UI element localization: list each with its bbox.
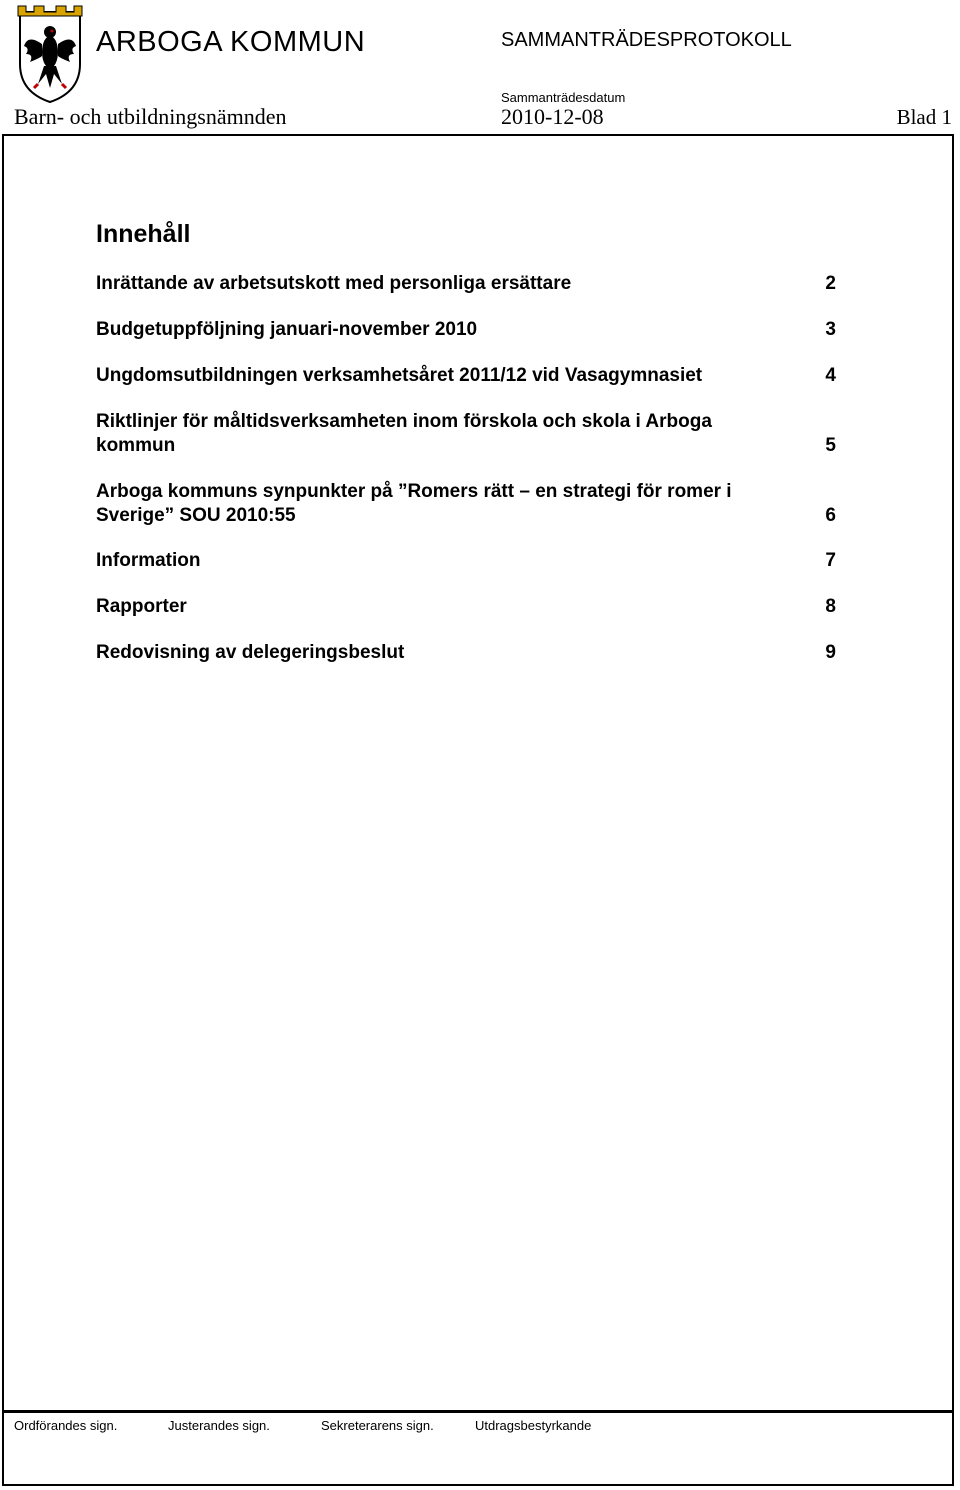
logo-wordmark: ARBOGA KOMMUN <box>96 26 366 58</box>
coat-of-arms-logo <box>14 4 86 104</box>
toc-entry-title: Information <box>96 550 201 571</box>
meeting-date-label: Sammanträdesdatum <box>501 90 626 105</box>
toc-entry-title: Budgetuppföljning januari-november 2010 <box>96 319 478 340</box>
adjuster-signature-field: Justerandes sign. <box>168 1418 270 1433</box>
toc-entry-title: Inrättande av arbetsutskott med personliga ersättare <box>96 273 572 294</box>
toc-entry <box>96 595 836 619</box>
toc-entry-page: 3 <box>825 319 836 340</box>
secretary-signature-field: Sekreterarens sign. <box>321 1418 434 1433</box>
toc-entry-title: Redovisning av delegeringsbeslut <box>96 642 405 663</box>
toc-entry <box>96 410 836 458</box>
document-type: SAMMANTRÄDESPROTOKOLL <box>501 29 792 51</box>
sheet-number: Blad 1 <box>896 105 952 129</box>
toc-entry <box>96 364 836 388</box>
toc-entry-page: 8 <box>825 596 836 617</box>
toc-entry-title: Rapporter <box>96 596 187 617</box>
toc-heading: Innehåll <box>96 220 191 248</box>
toc-entry-page: 9 <box>825 642 836 663</box>
meeting-date: 2010-12-08 <box>501 104 604 129</box>
extract-certification-field: Utdragsbestyrkande <box>475 1418 592 1433</box>
toc-entry-page: 6 <box>825 505 836 526</box>
toc-entry-title: Riktlinjer för måltidsverksamheten inom förskola och skola i Arboga kommun <box>96 411 712 456</box>
toc-entry <box>96 549 836 573</box>
toc-entry <box>96 641 836 665</box>
footer-divider <box>2 1410 954 1413</box>
toc-entry <box>96 318 836 342</box>
toc-entry-page: 5 <box>825 435 836 456</box>
toc-entry-page: 2 <box>825 273 836 294</box>
toc-entry-page: 4 <box>825 365 836 386</box>
toc-entry <box>96 272 836 296</box>
chair-signature-field: Ordförandes sign. <box>14 1418 118 1433</box>
toc-entry <box>96 480 836 528</box>
committee-name: Barn- och utbildningsnämnden <box>14 104 287 129</box>
toc-entry-title: Arboga kommuns synpunkter på ”Romers rätt – en strategi för romer i Sverige” SOU 2010:55 <box>96 481 732 526</box>
toc-entry-title: Ungdomsutbildningen verksamhetsåret 2011/12 vid Vasagymnasiet <box>96 365 703 386</box>
toc-entry-page: 7 <box>825 550 836 571</box>
